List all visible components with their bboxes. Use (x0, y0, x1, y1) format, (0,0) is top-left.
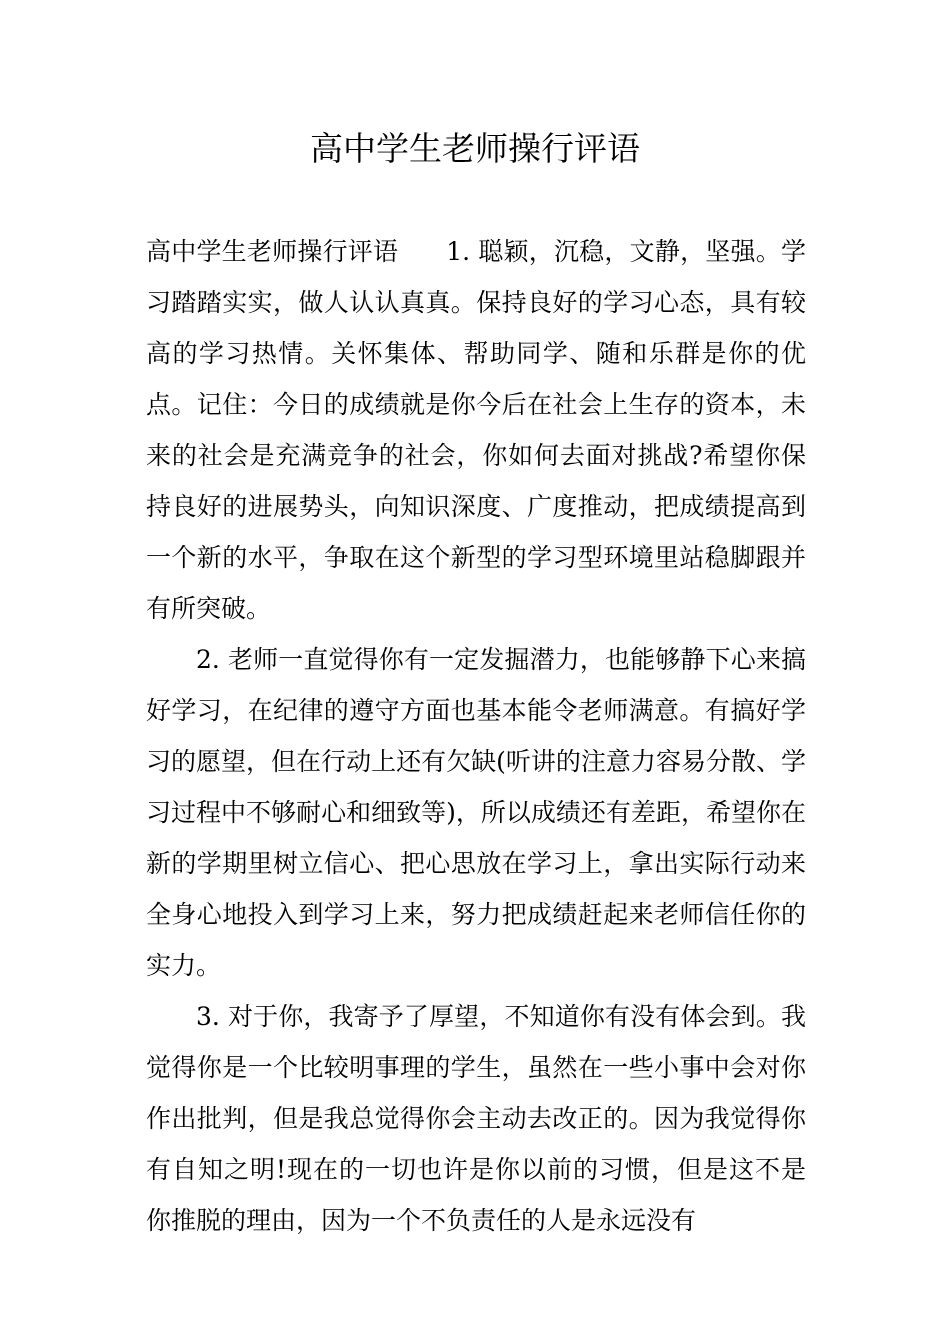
paragraph-2: 2. 老师一直觉得你有一定发掘潜力，也能够静下心来搞好学习，在纪律的遵守方面也基本能令老师满意。有搞好学习的愿望，但在行动上还有欠缺(听讲的注意力容易分散、学习过程中不够耐心和细致等)，所以成绩还有差距，希望你在新的学期里树立信心、把心思放在学习上，拿出实际行动来全身心地投入到学习上来，努力把成绩赶起来老师信任你的实力。 (146, 645, 806, 980)
paragraph-lead-heading: 高中学生老师操行评语 (146, 237, 399, 266)
paragraph-1 (146, 226, 806, 634)
document-title: 高中学生老师操行评语 (310, 129, 640, 168)
paragraph-1-text: 1. 聪颖，沉稳，文静，坚强。学习踏踏实实，做人认认真真。保持良好的学习心态，具有较高的学习热情。关怀集体、帮助同学、随和乐群是你的优点。记住：今日的成绩就是你今后在社会上生存的资本，未来的社会是充满竞争的社会，你如何去面对挑战?希望你保持良好的进展势头，向知识深度、广度推动，把成绩提高到一个新的水平，争取在这个新型的学习型环境里站稳脚跟并有所突破。 (146, 237, 806, 623)
paragraph-3: 3. 对于你，我寄予了厚望，不知道你有没有体会到。我觉得你是一个比较明事理的学生，虽然在一些小事中会对你作出批判，但是我总觉得你会主动去改正的。因为我觉得你有自知之明!现在的一切也许是你以前的习惯，但是这不是你推脱的理由，因为一个不负责任的人是永远没有 (146, 1002, 806, 1235)
document-body (146, 226, 806, 1246)
